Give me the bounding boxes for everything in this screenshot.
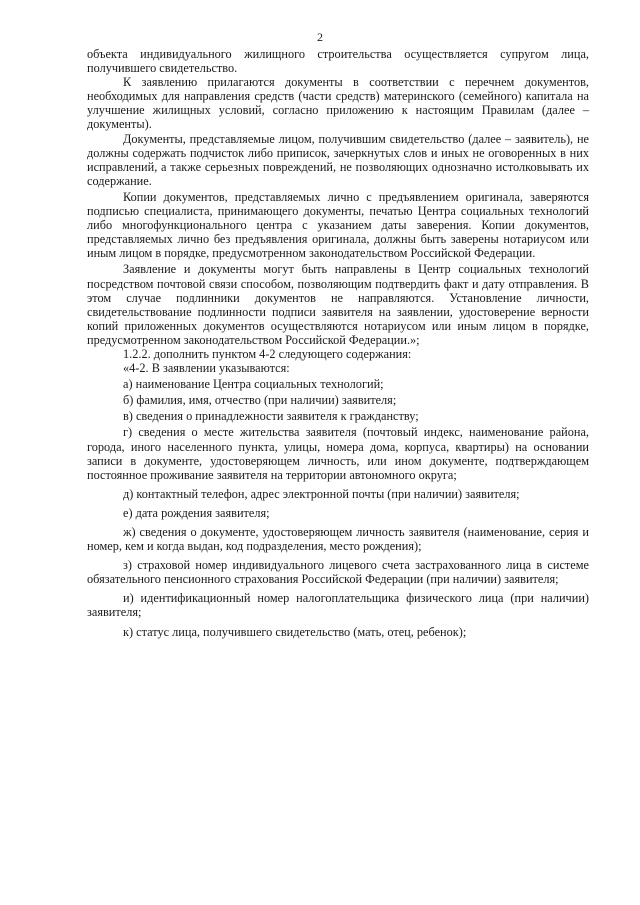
paragraph-continuation: объекта индивидуального жилищного строительства осуществляется супругом лица, получившего свидетельство. — [87, 47, 589, 76]
list-item-z: з) страховой номер индивидуального лицевого счета застрахованного лица в системе обязательного пенсионного страхования Российской Федерации (при наличии) заявителя; — [87, 558, 589, 587]
list-item-zh: ж) сведения о документе, удостоверяющем личность заявителя (наименование, серия и номер, кем и когда выдан, код подразделения, место рождения); — [87, 525, 589, 554]
paragraph-documents-requirements: Документы, представляемые лицом, получившим свидетельство (далее – заявитель), не должны содержать подчисток либо приписок, зачеркнутых слов и иных не оговоренных в них исправлений, а также серьезных повреждений, не позволяющих однозначно истолковывать их содержание. — [87, 131, 589, 188]
paragraph-4-2-heading: «4-2. В заявлении указываются: — [123, 361, 290, 376]
document-body — [87, 47, 589, 639]
paragraph-amendment-4-2: 1.2.2. дополнить пунктом 4-2 следующего содержания: — [123, 346, 412, 361]
list-item-i: и) идентификационный номер налогоплательщика физического лица (при наличии) заявителя; — [87, 591, 589, 620]
paragraph-attachments: К заявлению прилагаются документы в соответствии с перечнем документов, необходимых для направления средств (части средств) материнского (семейного) капитала на улучшение жилищных условий, согласно приложению к настоящим Правилам (далее – документы). — [87, 75, 589, 132]
paragraph-copies-certification: Копии документов, представляемых лично с предъявлением оригинала, заверяются подписью специалиста, принимающего документы, печатью Центра социальных технологий либо многофункционального центра с указанием даты заверения. Копии документов, представляемых лично без предъявления оригинала, должны быть заверены нотариусом или иным лицом в порядке, предусмотренном законодательством Российской Федерации. — [87, 189, 589, 261]
paragraph-postal-submission: Заявление и документы могут быть направлены в Центр социальных технологий посредством почтовой связи способом, позволяющим подтвердить факт и дату отправления. В этом случае подлинники документов не направляются. Установление личности, свидетельствование подлинности подписи заявителя на заявлении, удостоверение верности копий приложенных документов осуществляются нотариусом или иным лицом в порядке, предусмотренном законодательством Российской Федерации.»; — [87, 262, 589, 347]
page-number: 2 — [317, 30, 323, 44]
list-item-b: б) фамилия, имя, отчество (при наличии) заявителя; — [123, 393, 397, 408]
list-item-d: д) контактный телефон, адрес электронной почты (при наличии) заявителя; — [123, 486, 520, 501]
list-item-e: е) дата рождения заявителя; — [123, 505, 270, 520]
list-item-a: а) наименование Центра социальных технологий; — [123, 377, 384, 392]
list-item-g: г) сведения о месте жительства заявителя (почтовый индекс, наименование района, города, иного населенного пункта, улицы, номера дома, корпуса, квартиры) на основании записи в документе, удостоверяющем личность, или ином документе, подтверждающем постоянное проживание заявителя на территории автономного округа; — [87, 425, 589, 482]
list-item-v: в) сведения о принадлежности заявителя к гражданству; — [123, 409, 419, 424]
list-item-k: к) статус лица, получившего свидетельство (мать, отец, ребенок); — [123, 624, 467, 639]
